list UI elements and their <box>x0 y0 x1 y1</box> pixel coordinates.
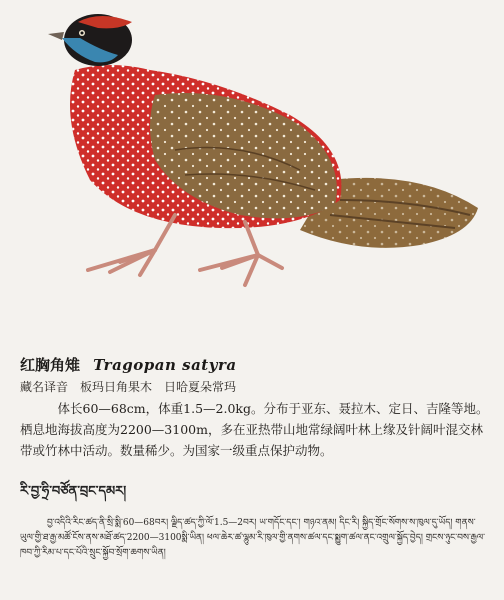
species-name-latin: Tragopan satyra <box>93 356 237 374</box>
tibetan-section <box>20 476 490 561</box>
species-title <box>20 354 237 375</box>
tibetan-name-transliteration: 藏名译音 板玛日角果木 日哈夏朵常玛 <box>20 380 237 394</box>
chinese-description-text: 体长60—68cm，体重1.5—2.0kg。分布于亚东、聂拉木、定日、吉隆等地。栖息地海拔高度为2200—3100m，多在亚热带山地常绿阔叶林上缘及针阔叶混交林带或竹林中活动。数量稀少。为国家一级重点保护动物。 <box>20 401 489 458</box>
tibetan-description: བྱ་འདིའི་རིང་ཚད་ནི་སྲི་སྨི་60—68བར། ལྗིད་ཚད་ཀྱི་ལོ་1.5—2བར། ཡ་གདོང་དང་། གཉའ་ནམ། དིང་རི། སྐྱིད་གྲོང་སོགས་ས་ཁུལ་དུ་ཡོད། གནས་ཡུལ་གྱི་ཐ་རྒྱ་མཚོ་ངོས་ནས་མཐོ་ཚད་2200—3100སྨི་ཡིན། ཕལ་ཆེར་ཚ་ལྷུམ་རི་ཁུལ་གྱི་ནགས་ཚལ་དང་སྨྱུག་ཚལ་ནང་འགྲུལ་སྐྱོད་བྱེད། གྲངས་ཉུང་བས་རྒྱལ་ཁབ་ཀྱི་རིམ་པ་དང་པོའི་སྲུང་སྐྱོབ་སྲོག་ཆགས་ཡིན། <box>20 518 486 558</box>
species-name-chinese: 红胸角雉 <box>20 356 81 374</box>
tibetan-heading: རི་བྱ་ཧྲི་བཙོན་བྲང་དམར། <box>20 484 127 499</box>
chinese-description <box>20 398 490 461</box>
